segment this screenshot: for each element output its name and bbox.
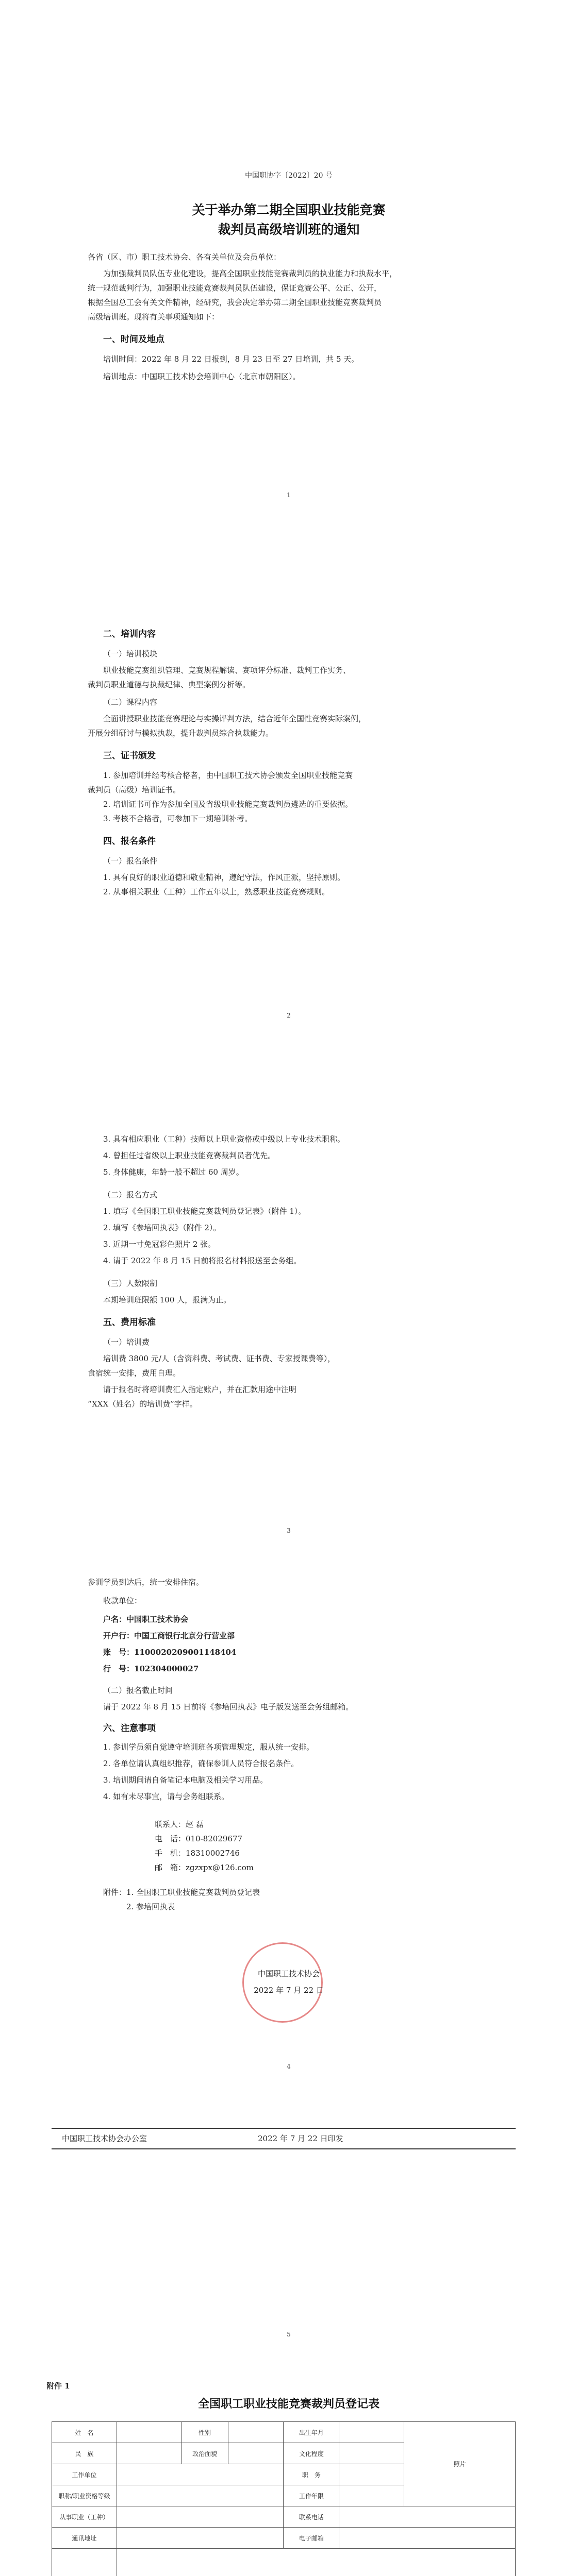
form-label: 文化程度 <box>284 2443 339 2464</box>
footer-rule-bottom <box>52 2148 516 2149</box>
page-4 <box>41 1546 536 2107</box>
attachment-line: 2. 参培回执表 <box>103 1902 175 1911</box>
section-3-line: 1. 参加培训并经考核合格者，由中国职工技术协会颁发全国职业技能竞赛 <box>103 771 353 780</box>
form-field[interactable] <box>117 2506 284 2528</box>
section-2-subtitle: （二）课程内容 <box>103 698 158 707</box>
intro-line: 根据全国总工会有关文件精神，经研究，我会决定举办第二期全国职业技能竞赛裁判员 <box>88 298 382 307</box>
form-field[interactable] <box>339 2485 404 2506</box>
form-label: 通讯地址 <box>52 2528 117 2549</box>
section-1-title: 一、时间及地点 <box>103 334 164 345</box>
form-label: 工作年限 <box>284 2485 339 2506</box>
section-3-line: 裁判员（高级）培训证书。 <box>88 785 181 794</box>
section-4-line: 1. 具有良好的职业道德和敬业精神，遵纪守法，作风正派，坚持原则。 <box>103 873 345 882</box>
form-field[interactable] <box>117 2443 181 2464</box>
form-field[interactable] <box>117 2464 284 2485</box>
bank-name-row <box>103 1614 188 1625</box>
account-label: 账 号： <box>103 1648 135 1657</box>
page-number: 2 <box>287 1012 291 1019</box>
official-seal <box>242 1942 323 2023</box>
contact-line: 电 话：010-82029677 <box>155 1834 243 1843</box>
deadline-subtitle: （二）报名截止时间 <box>103 1686 173 1695</box>
section-2-line: 全面讲授职业技能竞赛理论与实操评判方法，结合近年全国性竞赛实际案例， <box>103 714 367 723</box>
section-4-subtitle: （一）报名条件 <box>103 856 158 866</box>
form-field[interactable] <box>339 2443 404 2464</box>
form-field[interactable] <box>228 2422 284 2443</box>
form-label: 性别 <box>181 2422 228 2443</box>
page-number: 5 <box>287 2331 291 2338</box>
signup-line: 2. 填写《参培回执表》（附件 2）。 <box>103 1223 221 1232</box>
issue-date: 2022 年 7 月 22 日印发 <box>258 2134 343 2143</box>
bank-name-label: 户名： <box>103 1615 127 1624</box>
footer-rule-top <box>52 2128 516 2129</box>
form-field[interactable] <box>228 2443 284 2464</box>
form-label: 政治面貌 <box>181 2443 228 2464</box>
form-field[interactable] <box>339 2464 404 2485</box>
fee-line: 食宿统一安排，费用自理。 <box>88 1368 181 1378</box>
form-field[interactable] <box>339 2506 516 2528</box>
condition-line: 4. 曾担任过省级以上职业技能竞赛裁判员者优先。 <box>103 1151 276 1160</box>
section-3-title: 三、证书颁发 <box>103 751 156 761</box>
bank-value: 中国工商银行北京分行营业部 <box>134 1631 235 1640</box>
signup-subtitle: （二）报名方式 <box>103 1190 158 1199</box>
fee-line: 参训学员到达后，统一安排住宿。 <box>88 1578 204 1587</box>
bank-name-value: 中国职工技术协会 <box>126 1615 189 1624</box>
form-label: 联系电话 <box>284 2506 339 2528</box>
signup-line: 4. 请于 2022 年 8 月 15 日前将报名材料报送至会务组。 <box>103 1256 302 1265</box>
page-number: 4 <box>287 2063 291 2070</box>
section-2-subtitle: （一）培训模块 <box>103 649 158 658</box>
doc-number: 中国职协字〔2022〕20 号 <box>245 172 333 180</box>
intro-line: 为加强裁判员队伍专业化建设，提高全国职业技能竞赛裁判员的执业能力和执裁水平， <box>103 269 398 278</box>
form-label: 出生年月 <box>284 2422 339 2443</box>
page-3 <box>41 1030 536 1546</box>
form-label: 职称/职业资格等级 <box>52 2485 117 2506</box>
form-field[interactable] <box>117 2422 181 2443</box>
form-label: 工作单位 <box>52 2464 117 2485</box>
signing-date: 2022 年 7 月 22 日 <box>254 1986 324 1995</box>
intro-line: 高级培训班。现将有关事项通知如下： <box>88 312 220 321</box>
section-2-line: 开展分组研讨与模拟执裁，提升裁判员综合执裁能力。 <box>88 728 274 738</box>
bank-row <box>103 1630 235 1641</box>
notice-line: 3. 培训期间请自备笔记本电脑及相关学习用品。 <box>103 1775 268 1785</box>
attachment-1-number: 附件 1 <box>46 2381 70 2391</box>
notice-line: 4. 如有未尽事宜，请与会务组联系。 <box>103 1792 229 1801</box>
condition-line: 3. 具有相应职业（工种）技师以上职业资格或中级以上专业技术职称。 <box>103 1134 345 1144</box>
section-1-line: 培训时间：2022 年 8 月 22 日报到，8 月 23 日至 27 日培训，共 5 天。 <box>103 354 359 364</box>
section-4-title: 四、报名条件 <box>103 836 156 846</box>
form-label: 电子邮箱 <box>284 2528 339 2549</box>
notice-line: 2. 各单位请认真组织推荐，确保参训人员符合报名条件。 <box>103 1759 299 1768</box>
intro-line: 统一规范裁判行为，加强职业技能竞赛裁判员队伍建设，保证竞赛公平、公正、公开， <box>88 283 382 293</box>
form-field[interactable] <box>339 2528 516 2549</box>
signup-line: 1. 填写《全国职工职业技能竞赛裁判员登记表》（附件 1）。 <box>103 1207 306 1216</box>
form-field[interactable] <box>117 2528 284 2549</box>
bank-label: 开户行： <box>103 1631 135 1640</box>
registration-form <box>52 2421 516 2576</box>
page-1 <box>41 0 536 515</box>
contact-line: 手 机：18310002746 <box>155 1849 240 1858</box>
section-2-title: 二、培训内容 <box>103 629 156 639</box>
form-label: 职 务 <box>284 2464 339 2485</box>
section-2-line: 职业技能竞赛组织管理、竞赛规程解读、赛项评分标准、裁判工作实务、 <box>103 666 351 675</box>
fee-line: “XXX（姓名）的培训费”字样。 <box>88 1399 197 1409</box>
limit-subtitle: （三）人数限制 <box>103 1279 158 1288</box>
page-2 <box>41 515 536 1030</box>
bank-code-value: 102304000027 <box>134 1664 199 1673</box>
doc-title-line-2: 裁判员高级培训班的通知 <box>218 222 360 237</box>
doc-title-line-1: 关于举办第二期全国职业技能竞赛 <box>192 202 386 217</box>
section-2-line: 裁判员职业道德与执裁纪律、典型案例分析等。 <box>88 680 251 689</box>
fee-line: 请于报名时将培训费汇入指定账户，并在汇款用途中注明 <box>103 1385 297 1394</box>
fee-subtitle: （一）培训费 <box>103 1337 150 1347</box>
signup-line: 3. 近期一寸免冠彩色照片 2 张。 <box>103 1240 216 1249</box>
signing-organization: 中国职工技术协会 <box>257 1969 320 1978</box>
attachment-1-title: 全国职工职业技能竞赛裁判员登记表 <box>197 2397 379 2411</box>
salutation: 各省（区、市）职工技术协会、各有关单位及会员单位： <box>88 252 282 262</box>
section-1-line: 培训地点：中国职工技术协会培训中心（北京市朝阳区）。 <box>103 372 301 381</box>
section-6-title: 六、注意事项 <box>103 1723 156 1734</box>
form-label <box>52 2549 117 2576</box>
limit-line: 本期培训班限额 100 人，报满为止。 <box>103 1295 232 1304</box>
form-field[interactable] <box>117 2549 515 2576</box>
section-4-line: 2. 从事相关职业（工种）工作五年以上，熟悉职业技能竞赛规则。 <box>103 887 330 896</box>
fee-line: 收款单位： <box>103 1596 142 1605</box>
deadline-line: 请于 2022 年 8 月 15 日前将《参培回执表》电子版发送至会务组邮箱。 <box>103 1702 354 1711</box>
contact-line: 联系人：赵 磊 <box>155 1820 204 1829</box>
attachment-line: 附件：1. 全国职工职业技能竞赛裁判员登记表 <box>103 1888 260 1897</box>
form-field[interactable] <box>339 2422 404 2443</box>
form-label: 民 族 <box>52 2443 117 2464</box>
form-label: 姓 名 <box>52 2422 117 2443</box>
contact-line: 邮 箱：zgzxpx@126.com <box>155 1863 254 1872</box>
bank-code-label: 行 号： <box>103 1664 135 1673</box>
account-value: 1100020209001148404 <box>134 1648 237 1657</box>
bank-code-row <box>103 1663 199 1674</box>
section-3-line: 2. 培训证书可作为参加全国及省级职业技能竞赛裁判员遴选的重要依据。 <box>103 800 353 809</box>
section-3-line: 3. 考核不合格者，可参加下一期培训补考。 <box>103 814 253 823</box>
photo-box[interactable]: 照片 <box>404 2422 516 2506</box>
page-number: 1 <box>287 492 291 499</box>
page-5 <box>41 2107 536 2375</box>
attachment-1 <box>41 2380 536 2576</box>
condition-line: 5. 身体健康，年龄一般不超过 60 周岁。 <box>103 1167 244 1177</box>
section-5-title: 五、费用标准 <box>103 1317 156 1328</box>
form-field[interactable] <box>117 2485 284 2506</box>
fee-line: 培训费 3800 元/人（含资料费、考试费、证书费、专家授课费等）， <box>103 1354 336 1363</box>
page-number: 3 <box>287 1527 291 1534</box>
account-row <box>103 1647 236 1658</box>
notice-line: 1. 参训学员须自觉遵守培训班各项管理规定，服从统一安排。 <box>103 1742 315 1752</box>
issuing-office: 中国职工技术协会办公室 <box>62 2134 147 2143</box>
form-label: 从事职业（工种） <box>52 2506 117 2528</box>
